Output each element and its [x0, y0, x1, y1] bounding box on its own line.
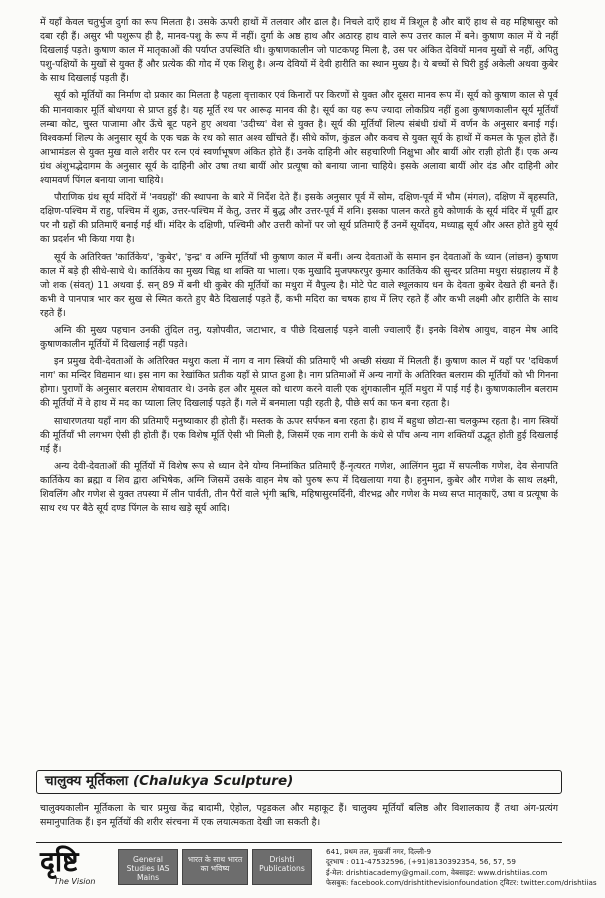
paragraph-other-deities: अन्य देवी-देवताओं की मूर्तियों में विशेष रूप से ध्यान देने योग्य निम्नांकित प्रतिमाएँ हैं-नृत्यरत गणेश, आलिंगन मुद्रा में सपत्नीक गणेश, देव सेनापति कार्तिकेय का ब्रह्मा व शिव द्वारा अभिषेक, अग्नि जिसमें उसके वाहन मेष को पुरुष रूप में दिखलाया गया है। हनुमान, कुबेर और गणेश के साथ लक्ष्मी, शिवलिंग और गणेश से युक्त तपस्या में लीन पार्वती, तीन पैरों वाले भृंगी ऋषि, महिषासुरमर्दिनी, वीरभद्र और गणेश के मध्य सप्त मातृकाएँ, उषा व प्रत्यूषा के साथ रथ पर बैठे सूर्य दण्ड पिंगल के साथ खड़े सूर्य आदि।: [40, 460, 558, 515]
drishti-logo: [40, 847, 110, 889]
section-heading-chalukya: [36, 770, 562, 794]
footer-address: 641, प्रथम तल, मुखर्जी नगर, दिल्ली-9: [326, 847, 432, 856]
badge-bharat: भारत के साथ भारत का भविष्य: [182, 849, 248, 885]
section-heading-hindi: चालुक्य मूर्तिकला: [45, 773, 129, 789]
paragraph-agni: अग्नि की मुख्य पहचान उनकी तुंदिल तनु, यज्ञोपवीत, जटाभार, व पीछे दिखलाई पड़ने वाली ज्वालाएँ हैं। इनके विशेष आयुध, वाहन मेष आदि कुषाणकालीन मूर्तियों में दिखलाई नहीं पड़ते।: [40, 324, 558, 351]
section-heading-english: (Chalukya Sculpture): [132, 773, 294, 789]
paragraph-naga-images: साधारणतया यहाँ नाग की प्रतिमाएँ मनुष्याकार ही होती हैं। मस्तक के ऊपर सर्पफन बना रहता है। हाथ में बहुधा छोटा-सा चलकुम्भ रहता है। नाग स्त्रियों की मूर्तियाँ भी लगभग ऐसी ही होती हैं। एक विशेष मूर्ति ऐसी भी मिली है, जिसमें एक नाग रानी के कंधे से पाँच अन्य नाग शक्तियाँ उद्भूत होती हुई दिखलाई गई हैं।: [40, 415, 558, 455]
badge-publications: Drishti Publications: [252, 849, 312, 885]
body-text: [40, 16, 558, 519]
paragraph-kartikeya-kubera: सूर्य के अतिरिक्त 'कार्तिकेय', 'कुबेर', 'इन्द्र' व अग्नि मूर्तियाँ भी कुषाण काल में बनीं। अन्य देवताओं के समान इन देवताओं के ध्यान (लांछन) कुषाण काल में बड़े ही सीधे-साधे थे। कार्तिकेय का मुख्य चिह्न था शक्ति या भाला। एक मुखादि मुजफ्फरपुर कुमार कार्तिकेय की सुन्दर प्रतिमा मथुरा संग्रहालय में है जो शक (संवत्) 11 अथवा ई. सन् 89 में बनी थी कुबेर की मूर्तियों का मथुरा में वैपुल्य है। मोटे पेट वाले स्थूलकाय धन के देवता कुबेर देखते ही बनते हैं। कभी वे पानपात्र भार कर सुख से स्मित करते हुए बैठे दिखलाई पड़ते हैं, कभी मदिरा का चषक हाथ में लिए रहते हैं और कभी लक्ष्मी और हारीति के साथ रहते हैं।: [40, 251, 558, 319]
paragraph-surya-images: सूर्य को मूर्तियों का निर्माण दो प्रकार का मिलता है पहला वृत्ताकार एवं किनारों पर किरणों से युक्त और दूसरा मानव रूप में। सूर्य को कुषाण काल से पूर्व की मानवाकार मूर्ति बोधगया से प्राप्त हुई है। यह मूर्ति रथ पर आरूढ़ मानव की है। सूर्य का यह रूप ज्यादा लोकप्रिय नहीं हुआ कुषाणकालीन सूर्य मूर्तियाँ लम्बा कोट, चुस्त पाजामा और ऊँचे बूट पहने हुए अथवा 'उदीच्य' वेश से युक्त है। सूर्य की मूर्तियाँ शिल्प संबंधी ग्रंथों में वर्णन के अनुसार बनाई गई। विश्वकर्मा शिल्प के अनुसार सूर्य के एक चक्र के रथ को सात अश्व खींचते हैं। सीधे कोंण, कुंडल और कवच से युक्त सूर्य के हाथों में कमल के फूल होते हैं। आभामंडल से युक्त मुख वाले शरीर पर रत्न एवं स्वर्णाभूषण अंकित होते हैं। उनके दाहिनी ओर सहचारिणी निक्षुभा और बायीं ओर राज्ञी होती हैं। एक अन्य ग्रंथ अंशुभद्भेदागम के अनुसार सूर्य के दाहिनी ओर उषा तथा बायीं ओर प्रत्यूषा को बनाया जाना चाहिये। इसके अलावा बायीं ओर दंड और दाहिनी ओर श्यामवर्ण पिंगल बनाया जाना चाहिये।: [40, 90, 558, 187]
page-footer: [36, 842, 597, 893]
paragraph-naga-balarama: इन प्रमुख देवी-देवताओं के अतिरिक्त मथुरा कला में नाग व नाग स्त्रियों की प्रतिमाएँ भी अच्छी संख्या में मिलती हैं। कुषाण काल में यहाँ पर 'दधिकर्ण नाग' का मन्दिर विद्यमान था। इस नाग का रेखांकित प्रतीक यहाँ से प्राप्त हुआ है। नाग प्रतिमाओं में अन्य नागों के अतिरिक्त बलराम की मूर्तियों को भी गिनना होगा। पुराणों के अनुसार बलराम शेषावतार थे। उनके हल और मूसल को धारण करने वाली एक शुंगकालीन मूर्ति मथुरा में पाई गई है। कुषाणकालीन बलराम की मूर्तियों में वे हाथ में मद का प्याला लिए दिखलाई पड़ते हैं। गले में बनमाला पड़ी रहती है, पीछे सर्प का फन बना रहता है।: [40, 356, 558, 410]
footer-badges: [118, 849, 312, 885]
paragraph-durga-matrika: में यहाँ केवल चतुर्भुज दुर्गा का रूप मिलता है। उसके ऊपरी हाथों में तलवार और ढाल है। निचले दाएँ हाथ में त्रिशूल है और बाएँ हाथ से वह महिषासुर को दबा रही हैं। असुर भी पशुरूप ही है, मानव-पशु के रूप में नहीं। दुर्गा के अष्ठ हाथ और अठारह हाथ वाले रूप उत्तर काल में बने। कुषाण काल में ये नहीं दिखलाई पड़ते। कुषाण काल में मातृकाओं की पर्याप्त उपस्थिति थी। कुषाणकालीन जो पाटकपट्ट मिला है, उस पर अंकित देवियों मानव मुखों से नहीं, अपितु पशु-पक्षियों के मुखों से युक्त हैं और प्रत्येक की गोद में एक शिशु है। अन्य देवियों में देवी हारीति का स्थान मुख्य है। ये बच्चों से घिरी हुई अकेली अथवा कुबेर के साथ दिखलाई पड़ती हैं।: [40, 17, 558, 85]
logo-tagline: The Vision: [54, 877, 96, 886]
footer-contact: [326, 847, 597, 889]
footer-social: फेसबुक: facebook.com/drishtithevisionfoundation ट्विटर: twitter.com/drishtiias: [326, 878, 597, 888]
section-text-chalukya: चालुक्यकालीन मूर्तिकला के चार प्रमुख केंद्र बादामी, ऐहोल, पट्टडकल और महाकूट हैं। चालुक्य मूर्तियाँ बलिष्ठ और विशालकाय हैं तथा अंग-प्रत्यंग समानुपातिक हैं। इन मूर्तियों की शरीर संरचना में एक लयात्मकता देखी जा सकती है।: [40, 803, 558, 829]
footer-email: ई-मेल: drishtiacademy@gmail.com, वेबसाइट: www.drishtiias.com: [326, 867, 548, 877]
paragraph-navagraha: पौराणिक ग्रंथ सूर्य मंदिरों में 'नवग्रहों' की स्थापना के बारे में निर्देश देते हैं। इसके अनुसार पूर्व में सोम, दक्षिण-पूर्व में भौम (मंगल), दक्षिण में बृहस्पति, दक्षिण-पश्चिम में राहु, पश्चिम में शुक्र, उत्तर-पश्चिम में केतु, उत्तर में बुद्ध और उत्तर-पूर्व में शनि। इसका पालन करते हुये कोणार्क के सूर्य मंदिर में पूर्वी द्वार पर नौ ग्रहों की प्रतिमाएँ बनाई गई थीं। मंदिर के दक्षिणी, पश्चिमी और उत्तरी कोनों पर जो सूर्य प्रतिमाएँ हैं उनमें सूर्योदय, मध्याह्न सूर्य और अस्त होते हुये सूर्य का प्रदर्शन भी किया गया है।: [40, 192, 558, 246]
badge-general-studies: General Studies IAS Mains: [118, 849, 178, 885]
footer-phone: दूरभाष : 011-47532596, (+91)8130392354, 56, 57, 59: [326, 857, 516, 867]
logo-mark: दृष्टि: [40, 845, 79, 878]
